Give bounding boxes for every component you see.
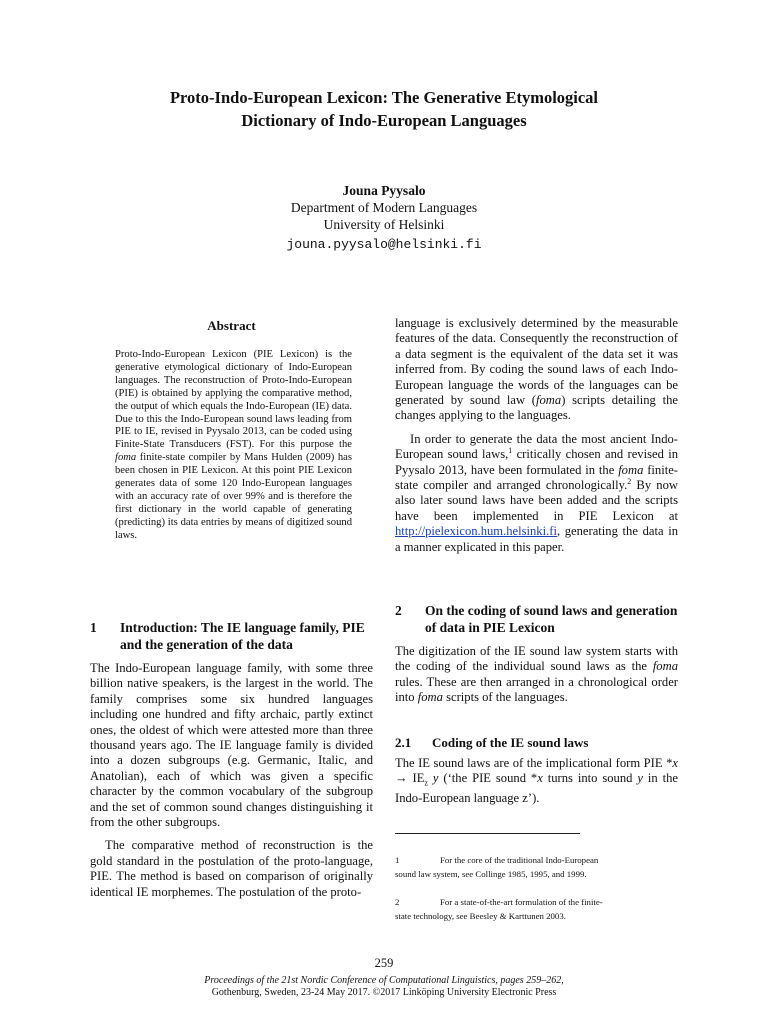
pielexicon-link[interactable]: http://pielexicon.hum.helsinki.fi bbox=[395, 524, 557, 539]
section-2-number: 2 bbox=[395, 603, 402, 618]
footer-line-1: Proceedings of the 21st Nordic Conference of Computational Linguistics, pages 259–262, bbox=[204, 975, 564, 986]
proceedings-footer bbox=[0, 975, 768, 999]
section-2-1-body bbox=[395, 756, 678, 807]
footnote-1-mark[interactable]: 1 bbox=[508, 446, 513, 456]
author-block bbox=[60, 182, 708, 253]
section-1-title: Introduction: The IE language family, PIE and the generation of the data bbox=[120, 620, 365, 652]
section-2-1-number: 2.1 bbox=[395, 735, 412, 750]
section-1-paragraph-1: The Indo-European language family, with some three billion native speakers, is the largest in the world. The family comprises some six hundred languages including one hundred and fifty archaic, partly extinct ones, the oldest of which were attested more than three thousand years ago. The IE language family is divided into a dozen subgroups (e.g. Germanic, Italic, and Anatolian), each of which was given a specific character by the common vocabulary of the subgroup and the set of common sound changes distinguishing it from the other subgroups. bbox=[90, 661, 373, 830]
section-1-heading bbox=[90, 619, 373, 653]
section-1-paragraph-2: The comparative method of reconstruction is the gold standard in the postulation of the proto-language, PIE. The method is based on comparison of originally identical IE morphemes. The postulation of the proto- bbox=[90, 838, 373, 899]
generation-paragraph: In order to generate the data the most ancient Indo-European sound laws,$^1$ critically chosen and revised in Pyysalo 2013, have been formulated in the foma finite-state compiler and arranged chronologically.$^2$ By now also later sound laws have been added and the scripts have been implemented in PIE Lexicon at http://pielexicon.hum.helsinki.fi, generating the data in a manner explicated in this paper. bbox=[395, 431, 678, 554]
footnote-rule bbox=[395, 833, 580, 834]
section-2-1-title: Coding of the IE sound laws bbox=[432, 735, 589, 750]
abstract-body: Proto-Indo-European Lexicon (PIE Lexicon) is the generative etymological dictionary of Indo-European languages. The reconstruction of Proto-Indo-European (PIE) is obtained by applying the comparative method, the output of which equals the Indo-European (IE) data. Due to this the Indo-European sound laws leading from PIE to IE, revised in Pyysalo 2013, can be coded using Finite-State Transducers (FST). For this purpose the foma finite-state compiler by Mans Hulden (2009) has been chosen in PIE Lexicon. At this point PIE Lexicon generates data of some 120 Indo-European languages with an accuracy rate of over 99% and is therefore the first dictionary in the world capable of generating (predicting) its data entries by means of digitized sound laws. bbox=[115, 349, 352, 541]
section-1-body bbox=[90, 661, 373, 900]
section-2-body bbox=[395, 644, 678, 706]
title-line-1: Proto-Indo-European Lexicon: The Generative Etymological bbox=[169, 88, 599, 107]
footnote-1-number: 1 bbox=[395, 855, 400, 865]
footnote-2-mark[interactable]: 2 bbox=[627, 476, 632, 486]
continued-paragraph: language is exclusively determined by the measurable features of the data. Consequently the reconstruction of a data segment is the equivalent of the data set it was inferred from. By coding the sound laws of each Indo-European language the words of the languages can be generated by sound law (foma) scripts detailing the changes applying to the languages. bbox=[395, 316, 678, 423]
footnote-1: 1 For the core of the traditional Indo-European sound law system, see Collinge 1985, 1995, and 1999. bbox=[395, 855, 599, 879]
author-name: Jouna Pyysalo bbox=[342, 183, 426, 198]
section-2-1-heading bbox=[395, 734, 678, 751]
page-number: 259 bbox=[374, 956, 394, 970]
section-2-heading bbox=[395, 602, 678, 636]
title-line-2: Dictionary of Indo-European Languages bbox=[241, 111, 527, 130]
author-email[interactable]: jouna.pyysalo@helsinki.fi bbox=[286, 237, 482, 252]
section-2-title: On the coding of sound laws and generation of data in PIE Lexicon bbox=[425, 603, 678, 635]
abstract-heading: Abstract bbox=[207, 318, 256, 333]
footnote-2: 2 For a state-of-the-art formulation of the finite- state technology, see Beesley & Karttunen 2003. bbox=[395, 897, 603, 921]
footer-line-2: Gothenburg, Sweden, 23-24 May 2017. ©2017 Linköping University Electronic Press bbox=[211, 987, 557, 998]
section-1-number: 1 bbox=[90, 620, 97, 635]
right-column-body bbox=[395, 316, 678, 555]
author-department: Department of Modern Languages bbox=[290, 200, 478, 215]
author-university: University of Helsinki bbox=[323, 217, 445, 232]
footnote-2-number: 2 bbox=[395, 897, 400, 907]
section-2-1-paragraph: The IE sound laws are of the implicational form PIE $*x \to IE_z$ y (‘the PIE sound *x turns into sound y in the Indo-European language z’). bbox=[395, 756, 678, 806]
section-2-paragraph: The digitization of the IE sound law system starts with the coding of the individual sound laws as the foma rules. These are then arranged in a chronological order into foma scripts of the languages. bbox=[395, 644, 678, 705]
paper-title bbox=[60, 86, 708, 132]
